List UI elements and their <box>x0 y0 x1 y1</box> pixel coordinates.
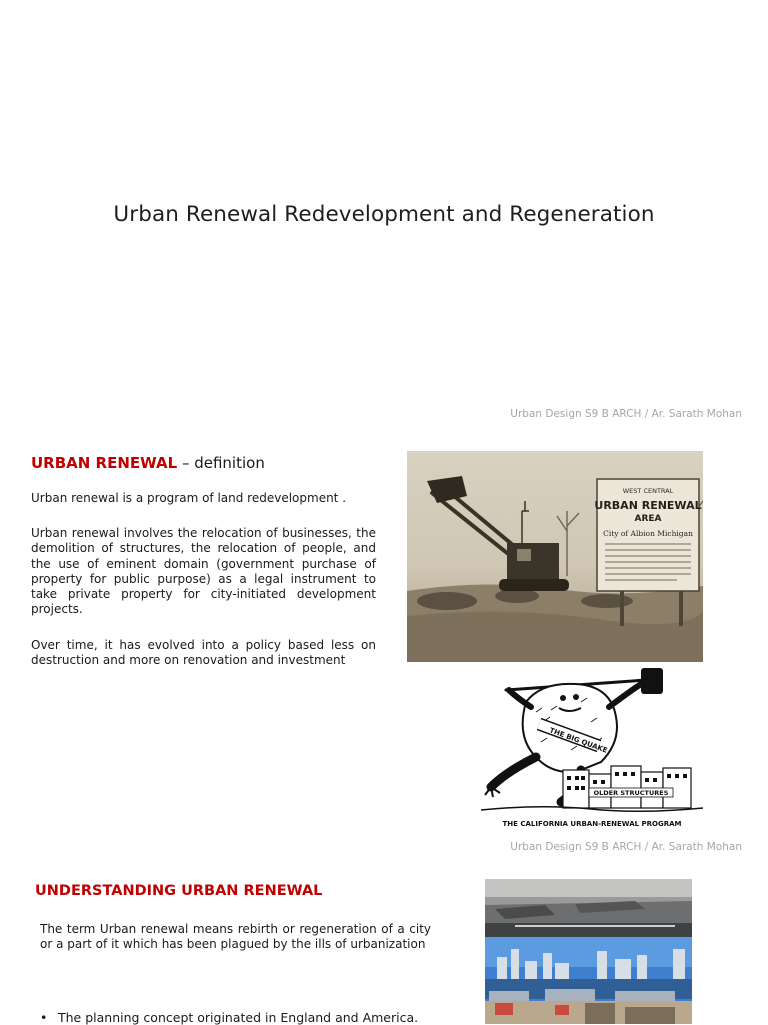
section-heading-2: UNDERSTANDING URBAN RENEWAL <box>35 883 323 899</box>
relocation-paragraph: Urban renewal involves the relocation of businesses, the demolition of structures, the relocation of people, and the use of eminent domain (government purchase of property for public purpose) as a legal instrument to take private property for city-initiated development projects. <box>31 526 376 617</box>
sign-line-1: WEST CENTRAL <box>622 487 674 495</box>
section-heading <box>31 454 265 472</box>
bullet-list-item <box>40 1010 418 1025</box>
definition-paragraph: Urban renewal is a program of land redevelopment . <box>31 491 347 505</box>
sign-line-3: AREA <box>634 514 662 524</box>
presentation-title: Urban Renewal Redevelopment and Regeneration <box>113 202 655 227</box>
city-photo-collage <box>485 879 692 1024</box>
cartoon-creature-label: THE BIG QUAKE <box>548 726 609 755</box>
meaning-paragraph: The term Urban renewal means rebirth or regeneration of a city or a part of it which has been plagued by the ills of urbanization <box>40 922 431 952</box>
slide-footer: Urban Design S9 B ARCH / Ar. Sarath Mohan <box>510 408 742 420</box>
evolution-paragraph: Over time, it has evolved into a policy based less on destruction and more on renovation and investment <box>31 638 376 668</box>
big-quake-cartoon <box>481 662 703 830</box>
bullet-icon: • <box>40 1010 48 1025</box>
urban-renewal-sign-photo <box>407 451 703 662</box>
heading-suffix: – definition <box>177 454 265 472</box>
sign-line-2: URBAN RENEWAL <box>594 499 702 512</box>
bullet-text: The planning concept originated in England and America. <box>58 1010 419 1025</box>
slide-footer-2: Urban Design S9 B ARCH / Ar. Sarath Mohan <box>510 841 742 853</box>
cartoon-caption: THE CALIFORNIA URBAN-RENEWAL PROGRAM <box>502 820 682 828</box>
heading-keyword: URBAN RENEWAL <box>31 454 178 472</box>
cartoon-buildings-label: OLDER STRUCTURES <box>593 789 669 797</box>
sign-line-4: City of Albion Michigan <box>603 529 693 538</box>
